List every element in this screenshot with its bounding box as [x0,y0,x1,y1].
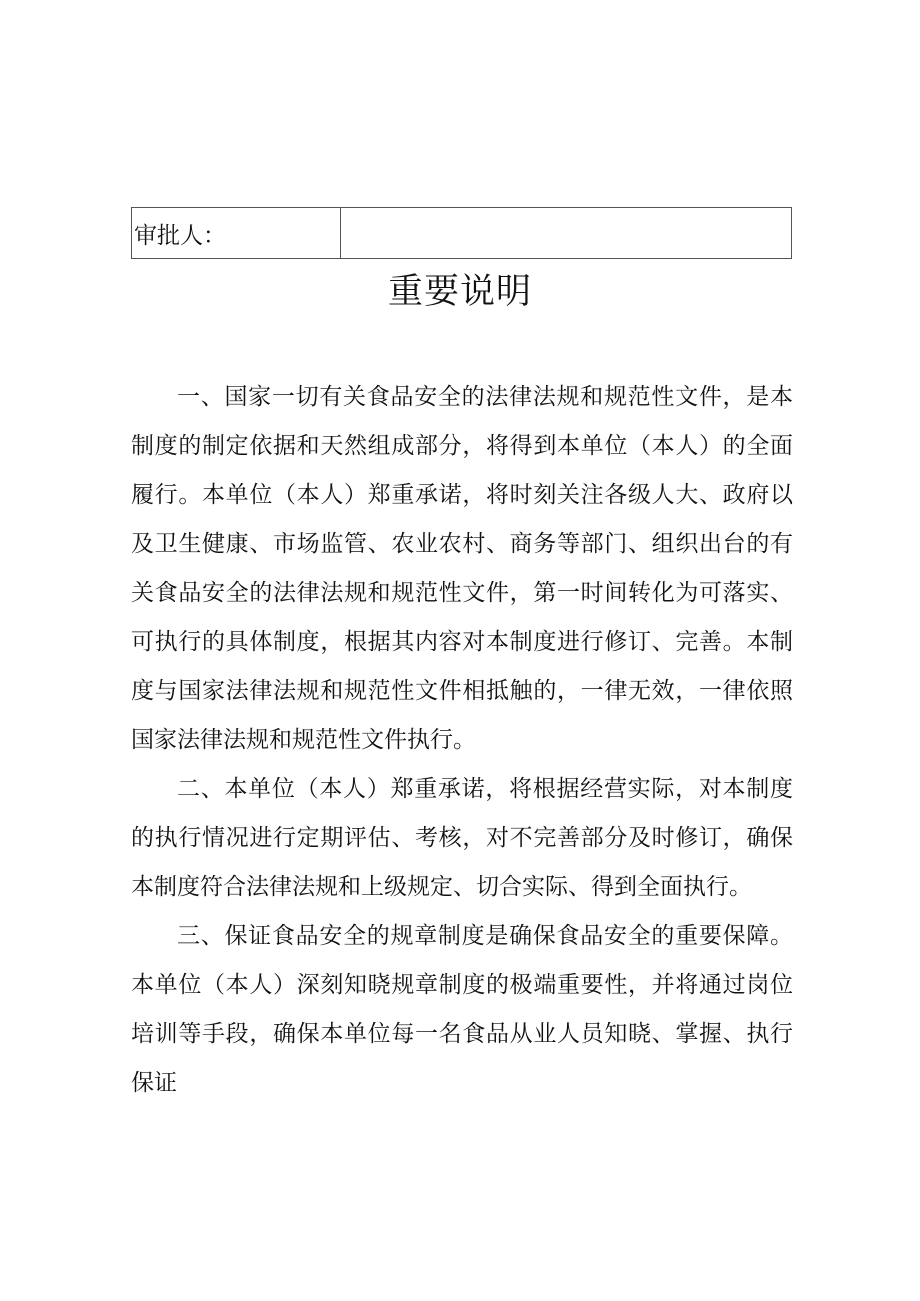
paragraph-3: 三、保证食品安全的规章制度是确保食品安全的重要保障。本单位（本人）深刻知晓规章制度的极端重要性，并将通过岗位培训等手段，确保本单位每一名食品从业人员知晓、掌握、执行保证 [131,923,793,1096]
approval-table [131,207,792,259]
approver-label: 审批人： [132,208,341,259]
paragraph-2: 二、本单位（本人）郑重承诺，将根据经营实际，对本制度的执行情况进行定期评估、考核，对不完善部分及时修订，确保本制度符合法律法规和上级规定、切合实际、得到全面执行。 [131,776,793,900]
paragraph-1: 一、国家一切有关食品安全的法律法规和规范性文件，是本制度的制定依据和天然组成部分，将得到本单位（本人）的全面履行。本单位（本人）郑重承诺，将时刻关注各级人大、政府以及卫生健康、市场监管、农业农村、商务等部门、组织出台的有关食品安全的法律法规和规范性文件，第一时间转化为可落实、可执行的具体制度，根据其内容对本制度进行修订、完善。本制度与国家法律法规和规范性文件相抵触的，一律无效，一律依照国家法律法规和规范性文件执行。 [131,384,793,753]
document-body [131,373,793,1108]
approver-value-field[interactable] [341,208,792,259]
document-title: 重要说明 [387,272,532,312]
approval-row [132,208,792,259]
